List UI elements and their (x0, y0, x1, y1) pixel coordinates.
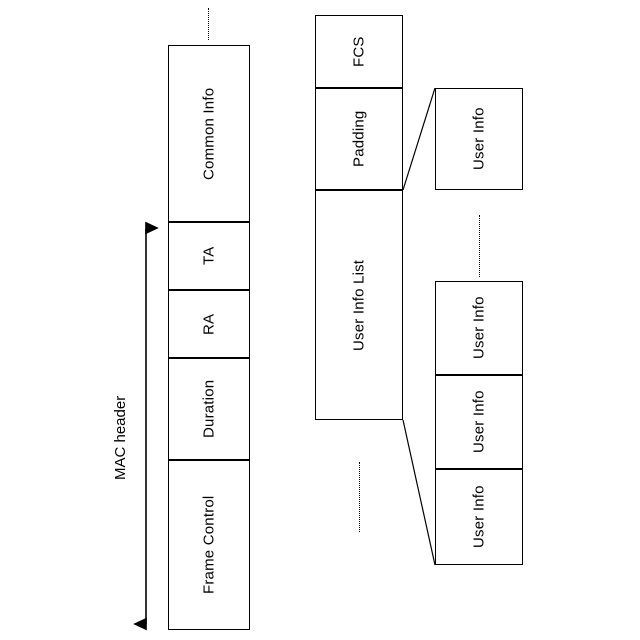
mac-field-frame-control-label: Frame Control (200, 495, 218, 595)
user-info-item-1 (435, 281, 523, 375)
user-info-item-top-label: User Info (470, 107, 488, 171)
mac-field-duration-label: Duration (200, 379, 218, 439)
frame-field-fcs (315, 15, 403, 88)
user-info-item-3 (435, 469, 523, 565)
mac-header-continuation-dots (208, 8, 209, 40)
user-info-item-1-label: User Info (470, 296, 488, 360)
frame-field-user-info-list-label: User Info List (350, 259, 368, 351)
frame-tail-continuation-dots (359, 462, 360, 532)
user-info-item-2 (435, 375, 523, 469)
mac-field-ta-label: TA (200, 246, 218, 266)
user-info-item-3-label: User Info (470, 485, 488, 549)
user-info-item-2-label: User Info (470, 390, 488, 454)
mac-field-frame-control (168, 460, 250, 630)
frame-field-padding-label: Padding (350, 110, 368, 168)
user-info-item-top (435, 88, 523, 190)
mac-field-common-info (168, 45, 250, 222)
mac-field-ta (168, 222, 250, 290)
mac-field-ra (168, 290, 250, 358)
frame-field-user-info-list (315, 190, 403, 420)
mac-field-ra-label: RA (200, 313, 218, 335)
mac-field-common-info-label: Common Info (200, 87, 218, 180)
frame-field-fcs-label: FCS (350, 36, 368, 67)
mac-field-duration (168, 358, 250, 460)
frame-field-padding (315, 88, 403, 190)
user-info-expansion-dots (479, 215, 480, 277)
mac-header-bracket-label: MAC header (112, 395, 129, 480)
